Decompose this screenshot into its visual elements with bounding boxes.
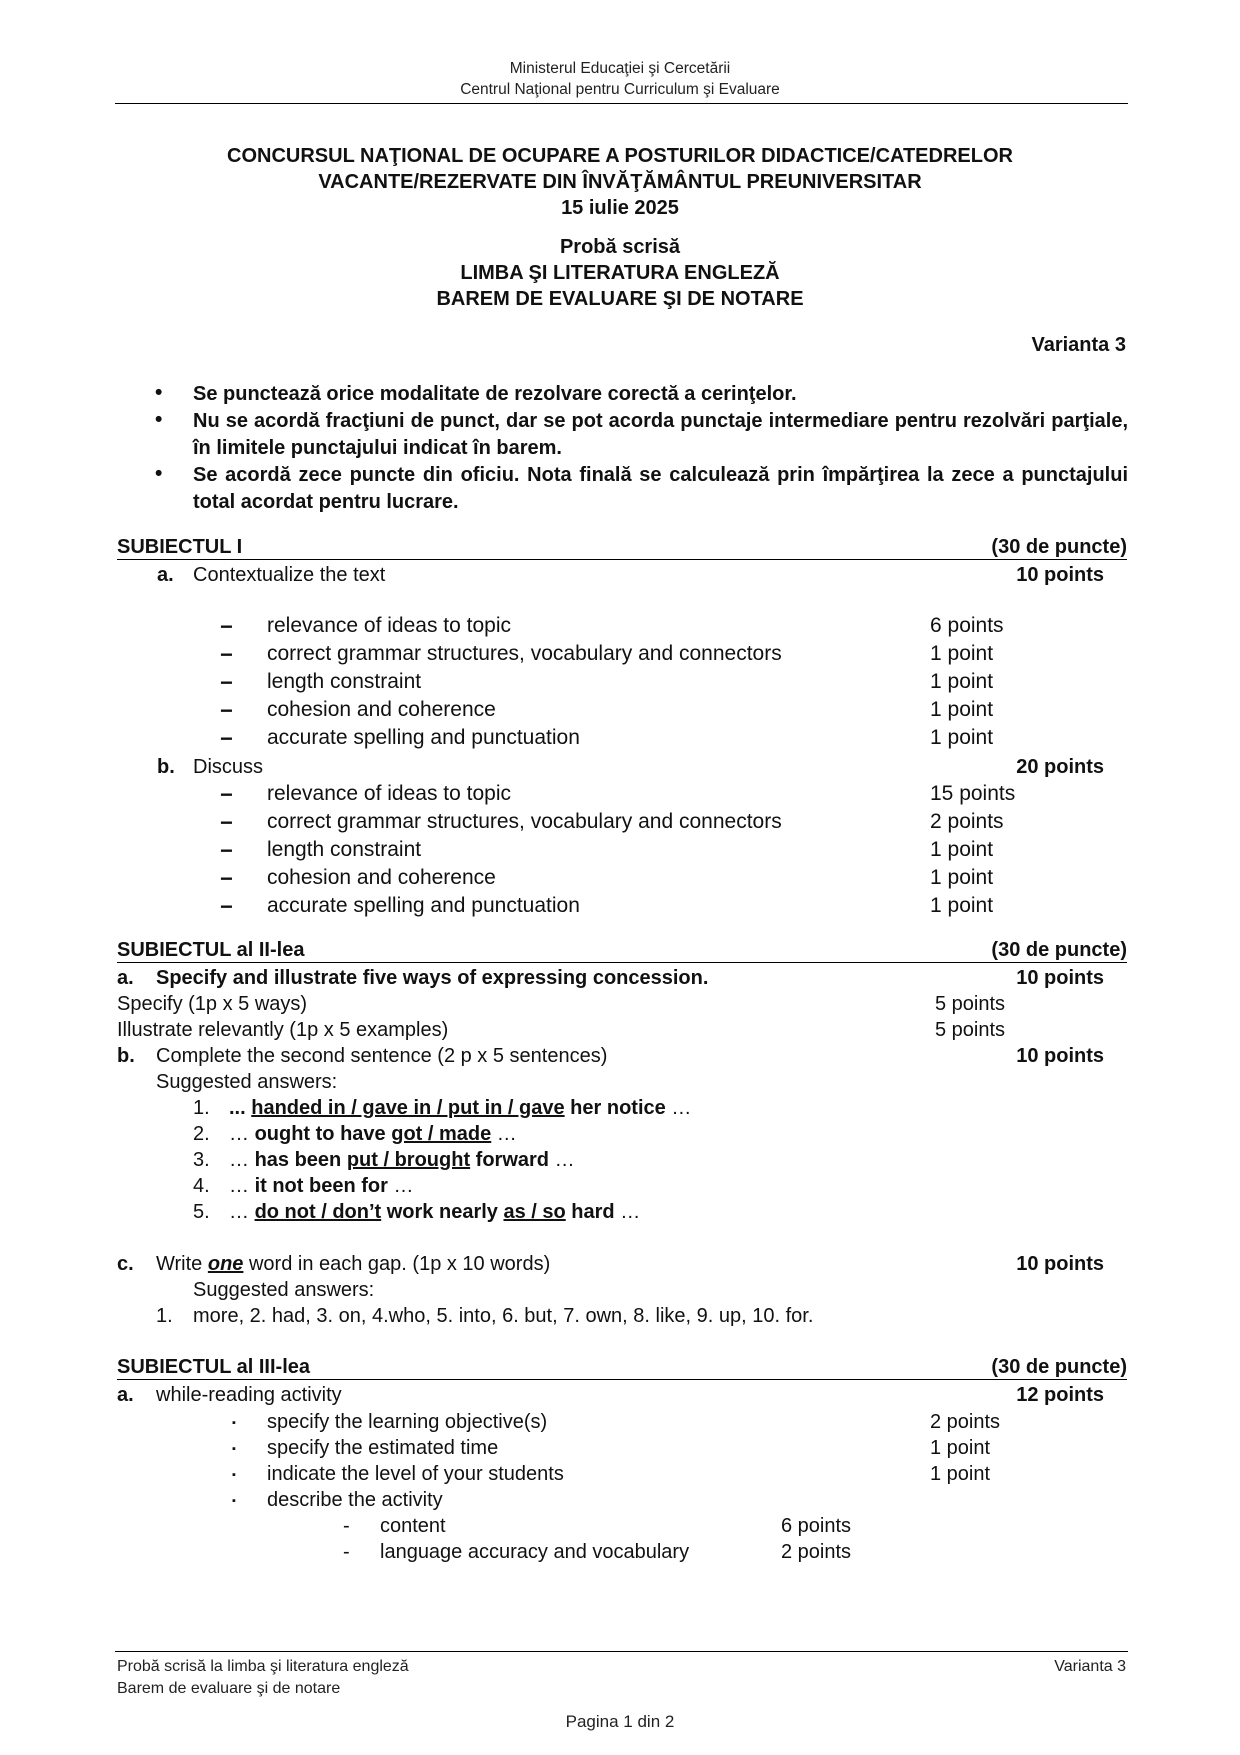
- s2b-text: Complete the second sentence (2 p x 5 sentences): [156, 1045, 608, 1067]
- variant-label: Varianta 3: [1031, 334, 1126, 356]
- section-1-points: (30 de puncte): [991, 536, 1127, 558]
- answer-part: …: [229, 1149, 255, 1171]
- answer-part: as / so: [503, 1201, 566, 1223]
- s1b-criterion-points: 1 point: [930, 838, 994, 861]
- s2a-text: Specify and illustrate five ways of expressing concession.: [156, 967, 709, 989]
- square-bullet: ▪: [232, 1469, 236, 1481]
- dash-bullet: −: [220, 670, 233, 695]
- answer-part: …: [387, 1175, 414, 1197]
- s3a-sub-points: 6 points: [781, 1515, 852, 1537]
- answer-part: …: [491, 1123, 517, 1145]
- section-2-header: [117, 939, 1127, 963]
- section-2-title: SUBIECTUL al II-lea: [117, 939, 305, 961]
- s3a-item: indicate the level of your students: [267, 1463, 564, 1485]
- answer-part: …: [614, 1201, 641, 1223]
- answer-part: her notice: [564, 1097, 666, 1119]
- answer-part: got / made: [391, 1123, 492, 1145]
- section-3-header: [117, 1356, 1127, 1380]
- footer-rule: [115, 1651, 1128, 1652]
- header-center: Centrul Naţional pentru Curriculum şi Evaluare: [460, 81, 780, 98]
- s3a-label: a.: [117, 1384, 134, 1406]
- s3a-item-points: 1 point: [930, 1437, 991, 1459]
- s3a-sub-item: content: [380, 1515, 446, 1537]
- square-bullet: ▪: [232, 1495, 236, 1507]
- header-ministry: Ministerul Educaţiei şi Cercetării: [509, 60, 731, 77]
- page-number: Pagina 1 din 2: [565, 1712, 675, 1731]
- section-1-header: [117, 536, 1127, 560]
- answer-line: [229, 1097, 691, 1120]
- s3a-text: while-reading activity: [156, 1384, 342, 1406]
- s2c-answers: more, 2. had, 3. on, 4.who, 5. into, 6. but, 7. own, 8. like, 9. up, 10. for.: [193, 1305, 814, 1327]
- s1a-criterion-points: 1 point: [930, 698, 994, 721]
- s1b-criterion-points: 1 point: [930, 866, 994, 889]
- answer-part: has been: [254, 1149, 347, 1171]
- s2c-text-pre: Write: [156, 1253, 208, 1275]
- hyphen-bullet: -: [343, 1515, 350, 1537]
- s2c-number: 1.: [156, 1305, 173, 1327]
- answer-part: …: [549, 1149, 575, 1171]
- s3a-item: specify the learning objective(s): [267, 1411, 548, 1433]
- s1a-criterion: cohesion and coherence: [267, 698, 496, 721]
- s2b-label: b.: [117, 1045, 135, 1067]
- dash-bullet: −: [220, 698, 233, 723]
- answer-line: [229, 1123, 517, 1146]
- section-2-points: (30 de puncte): [991, 939, 1127, 961]
- s1a-criterion: correct grammar structures, vocabulary and connectors: [267, 642, 782, 665]
- title-barem: BAREM DE EVALUARE ŞI DE NOTARE: [436, 288, 804, 310]
- s3a-item-points: 1 point: [930, 1463, 991, 1485]
- answer-part: forward: [470, 1149, 550, 1171]
- header-rule: [115, 103, 1128, 104]
- s2a-illustrate-points: 5 points: [935, 1019, 1006, 1041]
- s1a-criterion-points: 6 points: [930, 614, 1004, 637]
- s2c-suggested: Suggested answers:: [193, 1279, 375, 1301]
- title-line-2: VACANTE/REZERVATE DIN ÎNVĂŢĂMÂNTUL PREUNIVERSITAR: [318, 171, 922, 193]
- s2a-points: 10 points: [1016, 967, 1104, 989]
- note-bullet: •: [155, 381, 163, 404]
- note-item: Nu se acordă fracţiuni de punct, dar se pot acorda punctaje intermediare pentru rezolvări parţiale, în limitele punctajului indicat în barem.: [193, 410, 1128, 459]
- s1b-criterion-points: 2 points: [930, 810, 1004, 833]
- dash-bullet: −: [220, 894, 233, 919]
- answer-line: [229, 1149, 575, 1172]
- dash-bullet: −: [220, 810, 233, 835]
- s3a-sub-item: language accuracy and vocabulary: [380, 1541, 690, 1563]
- square-bullet: ▪: [232, 1443, 236, 1455]
- s1a-text: Contextualize the text: [193, 564, 386, 586]
- answer-part: …: [229, 1201, 255, 1223]
- s1a-criterion: accurate spelling and punctuation: [267, 726, 580, 749]
- footer-variant: Varianta 3: [1054, 1658, 1126, 1675]
- title-date: 15 iulie 2025: [561, 197, 679, 219]
- s1b-criterion: relevance of ideas to topic: [267, 782, 511, 805]
- hyphen-bullet: -: [343, 1541, 350, 1563]
- note-item: Se punctează orice modalitate de rezolvare corectă a cerinţelor.: [193, 383, 797, 405]
- s3a-sub-points: 2 points: [781, 1541, 852, 1563]
- section-3-title: SUBIECTUL al III-lea: [117, 1356, 311, 1378]
- answer-part: …: [665, 1097, 692, 1119]
- s2c-text-em: one: [207, 1253, 244, 1275]
- note-item: Se acordă zece puncte din oficiu. Nota finală se calculează prin împărţirea la zece a punctajului total acordat pentru lucrare.: [193, 464, 1128, 513]
- answer-number: 3.: [193, 1149, 210, 1171]
- title-line-1: CONCURSUL NAŢIONAL DE OCUPARE A POSTURILOR DIDACTICE/CATEDRELOR: [227, 145, 1013, 167]
- s2a-label: a.: [117, 967, 134, 989]
- s1b-criterion-points: 15 points: [930, 782, 1016, 805]
- answer-part: hard: [565, 1201, 615, 1223]
- footer-barem: Barem de evaluare şi de notare: [117, 1680, 341, 1697]
- s1b-criterion: length constraint: [267, 838, 422, 861]
- s1a-criterion: relevance of ideas to topic: [267, 614, 511, 637]
- square-bullet: ▪: [232, 1417, 236, 1429]
- s2c-text: [156, 1253, 550, 1276]
- s1b-criterion: accurate spelling and punctuation: [267, 894, 580, 917]
- s1b-text: Discuss: [193, 756, 264, 778]
- s3a-item: specify the estimated time: [267, 1437, 499, 1459]
- footer-exam: Probă scrisă la limba şi literatura engleză: [117, 1658, 409, 1675]
- s1a-criterion-points: 1 point: [930, 726, 994, 749]
- s1b-criterion-points: 1 point: [930, 894, 994, 917]
- answer-part: work nearly: [381, 1201, 504, 1223]
- answer-part: ought to have: [254, 1123, 392, 1145]
- note-bullet: •: [155, 408, 163, 431]
- s3a-points: 12 points: [1016, 1384, 1104, 1406]
- s2b-suggested: Suggested answers:: [156, 1071, 338, 1093]
- title-proba: Probă scrisă: [559, 236, 681, 258]
- dash-bullet: −: [220, 838, 233, 863]
- s1b-criterion: cohesion and coherence: [267, 866, 496, 889]
- answer-part: ...: [229, 1097, 252, 1119]
- s2a-specify-points: 5 points: [935, 993, 1006, 1015]
- s1b-label: b.: [157, 756, 175, 778]
- answer-line: [229, 1175, 413, 1198]
- answer-number: 2.: [193, 1123, 210, 1145]
- s1b-criterion: correct grammar structures, vocabulary and connectors: [267, 810, 782, 833]
- note-bullet: •: [155, 462, 163, 485]
- answer-part: …: [229, 1123, 255, 1145]
- s1a-criterion: length constraint: [267, 670, 422, 693]
- dash-bullet: −: [220, 866, 233, 891]
- answer-part: do not / don’t: [254, 1201, 382, 1223]
- s1a-criterion-points: 1 point: [930, 642, 994, 665]
- s2c-points: 10 points: [1016, 1253, 1104, 1275]
- answer-part: …: [229, 1175, 255, 1197]
- s1a-label: a.: [157, 564, 174, 586]
- s2a-specify: Specify (1p x 5 ways): [117, 993, 308, 1015]
- s2b-points: 10 points: [1016, 1045, 1104, 1067]
- s1b-points: 20 points: [1016, 756, 1104, 778]
- s2c-text-post: word in each gap. (1p x 10 words): [243, 1253, 551, 1275]
- answer-part: handed in / gave in / put in / gave: [251, 1097, 565, 1119]
- answer-number: 1.: [193, 1097, 210, 1119]
- s3a-item-points: 2 points: [930, 1411, 1001, 1433]
- answer-line: [229, 1201, 640, 1224]
- s1a-points: 10 points: [1016, 564, 1104, 586]
- answer-part: it not been for: [254, 1175, 388, 1197]
- s3a-item: describe the activity: [267, 1489, 443, 1511]
- section-3-points: (30 de puncte): [991, 1356, 1127, 1378]
- title-subject: LIMBA ŞI LITERATURA ENGLEZĂ: [460, 262, 780, 284]
- answer-part: put / brought: [346, 1149, 471, 1171]
- dash-bullet: −: [220, 782, 233, 807]
- s2c-label: c.: [117, 1253, 134, 1275]
- dash-bullet: −: [220, 726, 233, 751]
- dash-bullet: −: [220, 642, 233, 667]
- s2a-illustrate: Illustrate relevantly (1p x 5 examples): [117, 1019, 449, 1041]
- s1a-criterion-points: 1 point: [930, 670, 994, 693]
- dash-bullet: −: [220, 614, 233, 639]
- answer-number: 5.: [193, 1201, 210, 1223]
- section-1-title: SUBIECTUL I: [117, 536, 243, 558]
- answer-number: 4.: [193, 1175, 210, 1197]
